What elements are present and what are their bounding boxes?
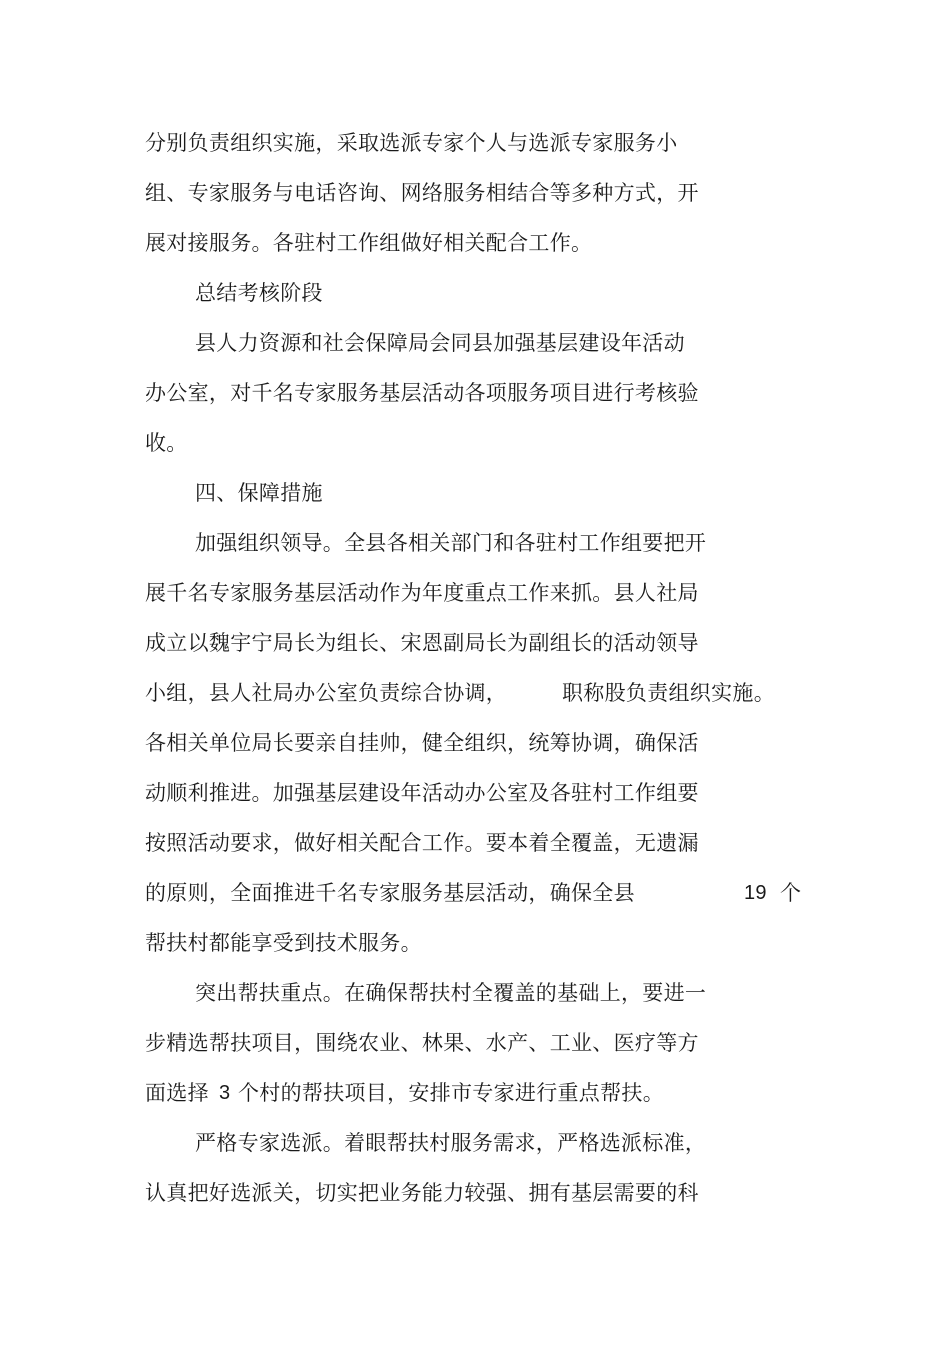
text-line: 小组，县人社局办公室负责综合协调，: [145, 681, 508, 705]
text-line: 组、专家服务与电话咨询、网络服务相结合等多种方式，开: [145, 181, 699, 205]
text-line-segment: 个: [780, 881, 802, 905]
text-line: 分别负责组织实施，采取选派专家个人与选派专家服务小: [145, 131, 678, 155]
number-19: 19: [744, 882, 767, 904]
text-line: 的原则，全面推进千名专家服务基层活动，确保全县: [145, 881, 635, 905]
text-line: 收。: [145, 431, 188, 455]
text-line: 帮扶村都能享受到技术服务。: [145, 931, 422, 955]
text-line: 严格专家选派。着眼帮扶村服务需求，严格选派标准，: [195, 1131, 707, 1155]
text-line: 面选择: [145, 1081, 209, 1105]
text-line: 县人力资源和社会保障局会同县加强基层建设年活动: [195, 331, 685, 355]
text-line: 认真把好选派关，切实把业务能力较强、拥有基层需要的科: [145, 1181, 699, 1205]
text-line: 突出帮扶重点。在确保帮扶村全覆盖的基础上，要进一: [195, 981, 707, 1005]
text-line: 展对接服务。各驻村工作组做好相关配合工作。: [145, 231, 593, 255]
number-3: 3: [219, 1082, 231, 1104]
text-line-segment: 职称股负责组织实施。: [562, 681, 775, 705]
text-line: 成立以魏宇宁局长为组长、宋恩副局长为副组长的活动领导: [145, 631, 699, 655]
text-line-segment: 个村的帮扶项目，安排市专家进行重点帮扶。: [238, 1081, 664, 1105]
text-line: 各相关单位局长要亲自挂帅，健全组织，统筹协调，确保活: [145, 731, 699, 755]
text-line: 步精选帮扶项目，围绕农业、林果、水产、工业、医疗等方: [145, 1031, 699, 1055]
text-line: 按照活动要求，做好相关配合工作。要本着全覆盖，无遗漏: [145, 831, 699, 855]
text-line: 办公室，对千名专家服务基层活动各项服务项目进行考核验: [145, 381, 699, 405]
text-line: 加强组织领导。全县各相关部门和各驻村工作组要把开: [195, 531, 707, 555]
section-heading: 总结考核阶段: [195, 281, 323, 305]
section-heading: 四、保障措施: [195, 481, 323, 505]
text-line: 展千名专家服务基层活动作为年度重点工作来抓。县人社局: [145, 581, 699, 605]
text-line: 动顺利推进。加强基层建设年活动办公室及各驻村工作组要: [145, 781, 699, 805]
